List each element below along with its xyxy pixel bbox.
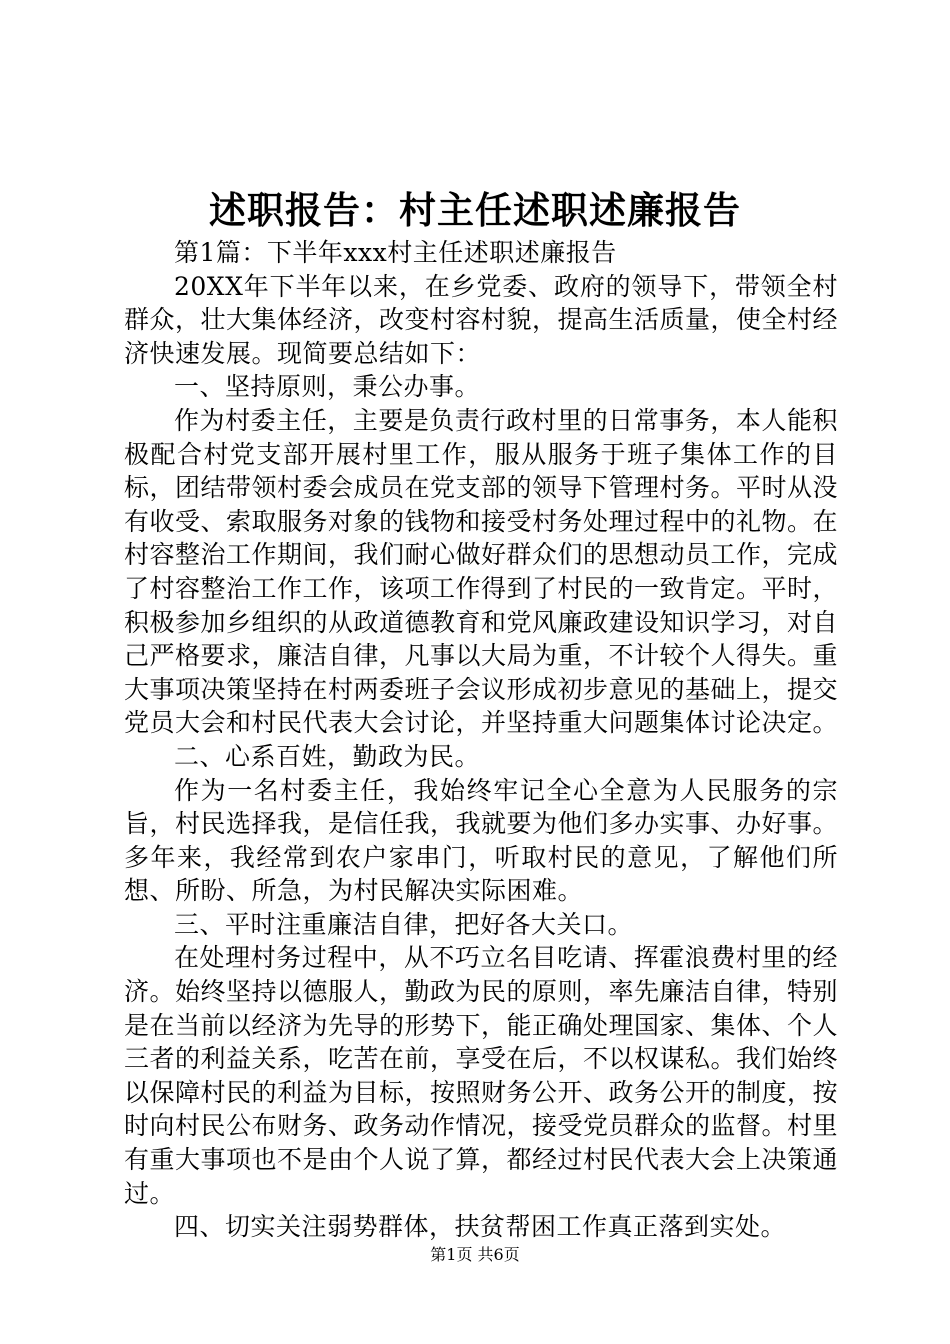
section-heading: 三、平时注重廉洁自律，把好各大关口。: [174, 909, 634, 939]
section-heading: 二、心系百姓，勤政为民。: [174, 741, 481, 771]
body-paragraph: 20XX年下半年以来，在乡党委、政府的领导下，带领全村群众，壮大集体经济，改变村容村貌，提高生活质量，使全村经济快速发展。现简要总结如下：: [124, 271, 839, 368]
document-title: 述职报告：村主任述职述廉报告: [209, 188, 741, 232]
section-heading: 一、坚持原则，秉公办事。: [174, 372, 481, 402]
document-body: [124, 236, 838, 1244]
page-footer: 第1页 共6页: [430, 1245, 520, 1264]
section-heading: 第1篇：下半年xxx村主任述职述廉报告: [174, 238, 617, 267]
body-paragraph: 作为村委主任，主要是负责行政村里的日常事务，本人能积极配合村党支部开展村里工作，服从服务于班子集体工作的目标，团结带领村委会成员在党支部的领导下管理村务。平时从没有收受、索取服务对象的钱物和接受村务处理过程中的礼物。在村容整治工作期间，我们耐心做好群众们的思想动员工作，完成了村容整治工作工作，该项工作得到了村民的一致肯定。平时，积极参加乡组织的从政道德教育和党风廉政建设知识学习，对自己严格要求，廉洁自律，凡事以大局为重，不计较个人得失。重大事项决策坚持在村两委班子会议形成初步意见的基础上，提交党员大会和村民代表大会讨论，并坚持重大问题集体讨论决定。: [124, 405, 839, 738]
body-paragraph: 在处理村务过程中，从不巧立名目吃请、挥霍浪费村里的经济。始终坚持以德服人，勤政为民的原则，率先廉洁自律，特别是在当前以经济为先导的形势下，能正确处理国家、集体、个人三者的利益关系，吃苦在前，享受在后，不以权谋私。我们始终以保障村民的利益为目标，按照财务公开、政务公开的制度，按时向村民公布财务、政务动作情况，接受党员群众的监督。村里有重大事项也不是由个人说了算，都经过村民代表大会上决策通过。: [124, 943, 839, 1208]
body-paragraph: 作为一名村委主任，我始终牢记全心全意为人民服务的宗旨，村民选择我，是信任我，我就要为他们多办实事、办好事。多年来，我经常到农户家串门，听取村民的意见，了解他们所想、所盼、所急，为村民解决实际困难。: [124, 775, 839, 906]
section-heading: 四、切实关注弱势群体，扶贫帮困工作真正落到实处。: [174, 1212, 787, 1242]
